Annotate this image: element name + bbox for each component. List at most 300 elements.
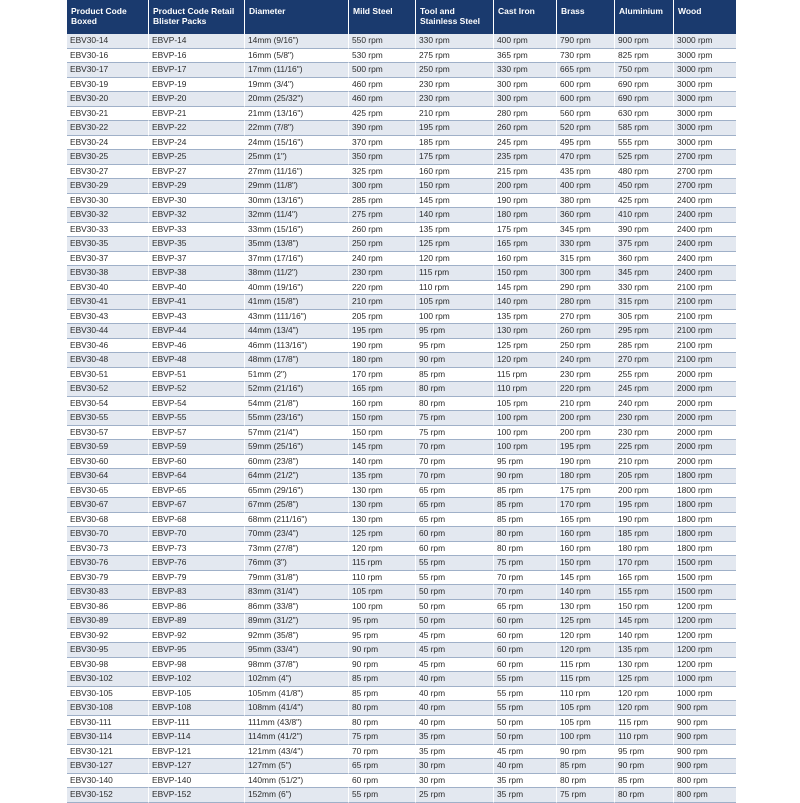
cell-brass: 280 rpm	[557, 295, 615, 310]
cell-tool-stainless-steel: 60 rpm	[416, 542, 494, 557]
cell-cast-iron: 60 rpm	[494, 643, 557, 658]
cell-cast-iron: 60 rpm	[494, 614, 557, 629]
cell-product-code-retail: EBVP-21	[149, 107, 245, 122]
table-row	[67, 672, 736, 687]
table-row	[67, 237, 736, 252]
cell-aluminium: 150 rpm	[615, 600, 674, 615]
cell-cast-iron: 85 rpm	[494, 513, 557, 528]
cell-brass: 160 rpm	[557, 527, 615, 542]
cell-aluminium: 210 rpm	[615, 455, 674, 470]
cell-diameter: 35mm (13/8")	[245, 237, 349, 252]
table-row	[67, 788, 736, 803]
cell-product-code-boxed: EBV30-108	[67, 701, 149, 716]
cell-cast-iron: 110 rpm	[494, 382, 557, 397]
cell-tool-stainless-steel: 275 rpm	[416, 49, 494, 64]
cell-brass: 380 rpm	[557, 194, 615, 209]
cell-product-code-retail: EBVP-114	[149, 730, 245, 745]
cell-tool-stainless-steel: 90 rpm	[416, 353, 494, 368]
cell-tool-stainless-steel: 50 rpm	[416, 600, 494, 615]
table-row	[67, 295, 736, 310]
table-row	[67, 658, 736, 673]
cell-diameter: 68mm (211/16")	[245, 513, 349, 528]
cell-tool-stainless-steel: 80 rpm	[416, 397, 494, 412]
cell-brass: 195 rpm	[557, 440, 615, 455]
cell-aluminium: 115 rpm	[615, 716, 674, 731]
cell-wood: 1200 rpm	[674, 600, 736, 615]
cell-diameter: 43mm (111/16")	[245, 310, 349, 325]
cell-diameter: 55mm (23/16")	[245, 411, 349, 426]
cell-wood: 2700 rpm	[674, 165, 736, 180]
cell-tool-stainless-steel: 75 rpm	[416, 411, 494, 426]
cell-brass: 160 rpm	[557, 542, 615, 557]
cell-aluminium: 85 rpm	[615, 774, 674, 789]
cell-mild-steel: 550 rpm	[349, 34, 416, 49]
cell-cast-iron: 80 rpm	[494, 542, 557, 557]
cell-wood: 800 rpm	[674, 788, 736, 803]
table-row	[67, 556, 736, 571]
cell-cast-iron: 55 rpm	[494, 672, 557, 687]
cell-brass: 115 rpm	[557, 672, 615, 687]
cell-cast-iron: 55 rpm	[494, 701, 557, 716]
cell-cast-iron: 125 rpm	[494, 339, 557, 354]
table-row	[67, 136, 736, 151]
cell-product-code-retail: EBVP-73	[149, 542, 245, 557]
cell-aluminium: 145 rpm	[615, 614, 674, 629]
table-row	[67, 223, 736, 238]
cell-product-code-retail: EBVP-54	[149, 397, 245, 412]
cell-tool-stainless-steel: 45 rpm	[416, 643, 494, 658]
cell-product-code-boxed: EBV30-79	[67, 571, 149, 586]
cell-tool-stainless-steel: 330 rpm	[416, 34, 494, 49]
cell-product-code-retail: EBVP-64	[149, 469, 245, 484]
cell-aluminium: 225 rpm	[615, 440, 674, 455]
cell-product-code-boxed: EBV30-19	[67, 78, 149, 93]
cell-cast-iron: 245 rpm	[494, 136, 557, 151]
table-row	[67, 745, 736, 760]
cell-wood: 2000 rpm	[674, 382, 736, 397]
cell-mild-steel: 170 rpm	[349, 368, 416, 383]
cell-tool-stainless-steel: 250 rpm	[416, 63, 494, 78]
cell-wood: 1500 rpm	[674, 556, 736, 571]
cell-product-code-retail: EBVP-20	[149, 92, 245, 107]
cell-brass: 170 rpm	[557, 498, 615, 513]
cell-product-code-boxed: EBV30-98	[67, 658, 149, 673]
cell-diameter: 79mm (31/8")	[245, 571, 349, 586]
cell-diameter: 40mm (19/16")	[245, 281, 349, 296]
cell-brass: 300 rpm	[557, 266, 615, 281]
cell-mild-steel: 95 rpm	[349, 629, 416, 644]
cell-tool-stainless-steel: 185 rpm	[416, 136, 494, 151]
cell-brass: 400 rpm	[557, 179, 615, 194]
cell-tool-stainless-steel: 30 rpm	[416, 759, 494, 774]
cell-product-code-retail: EBVP-105	[149, 687, 245, 702]
table-row	[67, 643, 736, 658]
cell-mild-steel: 190 rpm	[349, 339, 416, 354]
cell-mild-steel: 120 rpm	[349, 542, 416, 557]
cell-cast-iron: 65 rpm	[494, 600, 557, 615]
cell-diameter: 17mm (11/16")	[245, 63, 349, 78]
cell-tool-stainless-steel: 110 rpm	[416, 281, 494, 296]
cell-tool-stainless-steel: 70 rpm	[416, 469, 494, 484]
cell-product-code-retail: EBVP-86	[149, 600, 245, 615]
cell-cast-iron: 50 rpm	[494, 716, 557, 731]
cell-product-code-retail: EBVP-79	[149, 571, 245, 586]
cell-product-code-retail: EBVP-29	[149, 179, 245, 194]
cell-mild-steel: 180 rpm	[349, 353, 416, 368]
cell-tool-stainless-steel: 175 rpm	[416, 150, 494, 165]
cell-aluminium: 450 rpm	[615, 179, 674, 194]
cell-product-code-boxed: EBV30-24	[67, 136, 149, 151]
cell-tool-stainless-steel: 40 rpm	[416, 701, 494, 716]
cell-mild-steel: 110 rpm	[349, 571, 416, 586]
table-row	[67, 701, 736, 716]
cell-product-code-retail: EBVP-83	[149, 585, 245, 600]
table-row	[67, 440, 736, 455]
cell-wood: 900 rpm	[674, 730, 736, 745]
cell-mild-steel: 85 rpm	[349, 672, 416, 687]
table-row	[67, 49, 736, 64]
cell-wood: 3000 rpm	[674, 136, 736, 151]
cell-wood: 3000 rpm	[674, 78, 736, 93]
cell-brass: 315 rpm	[557, 252, 615, 267]
cell-diameter: 111mm (43/8")	[245, 716, 349, 731]
cell-cast-iron: 235 rpm	[494, 150, 557, 165]
cell-wood: 3000 rpm	[674, 34, 736, 49]
cell-wood: 3000 rpm	[674, 92, 736, 107]
cell-tool-stainless-steel: 230 rpm	[416, 78, 494, 93]
cell-mild-steel: 75 rpm	[349, 730, 416, 745]
cell-cast-iron: 365 rpm	[494, 49, 557, 64]
speed-table	[67, 0, 736, 803]
cell-wood: 1500 rpm	[674, 585, 736, 600]
cell-aluminium: 295 rpm	[615, 324, 674, 339]
cell-tool-stainless-steel: 35 rpm	[416, 745, 494, 760]
cell-diameter: 44mm (13/4")	[245, 324, 349, 339]
cell-mild-steel: 130 rpm	[349, 498, 416, 513]
cell-aluminium: 245 rpm	[615, 382, 674, 397]
cell-wood: 3000 rpm	[674, 49, 736, 64]
table-row	[67, 252, 736, 267]
cell-mild-steel: 130 rpm	[349, 484, 416, 499]
cell-cast-iron: 50 rpm	[494, 730, 557, 745]
cell-brass: 600 rpm	[557, 92, 615, 107]
cell-cast-iron: 190 rpm	[494, 194, 557, 209]
cell-product-code-boxed: EBV30-43	[67, 310, 149, 325]
cell-product-code-boxed: EBV30-46	[67, 339, 149, 354]
cell-tool-stainless-steel: 145 rpm	[416, 194, 494, 209]
cell-cast-iron: 165 rpm	[494, 237, 557, 252]
cell-product-code-boxed: EBV30-48	[67, 353, 149, 368]
cell-aluminium: 185 rpm	[615, 527, 674, 542]
cell-cast-iron: 85 rpm	[494, 498, 557, 513]
table-row	[67, 542, 736, 557]
cell-product-code-boxed: EBV30-44	[67, 324, 149, 339]
cell-brass: 130 rpm	[557, 600, 615, 615]
cell-wood: 1200 rpm	[674, 614, 736, 629]
cell-tool-stainless-steel: 140 rpm	[416, 208, 494, 223]
cell-diameter: 121mm (43/4")	[245, 745, 349, 760]
cell-cast-iron: 120 rpm	[494, 353, 557, 368]
cell-product-code-retail: EBVP-37	[149, 252, 245, 267]
cell-tool-stainless-steel: 75 rpm	[416, 426, 494, 441]
cell-diameter: 64mm (21/2")	[245, 469, 349, 484]
cell-product-code-boxed: EBV30-16	[67, 49, 149, 64]
cell-brass: 495 rpm	[557, 136, 615, 151]
cell-aluminium: 180 rpm	[615, 542, 674, 557]
cell-mild-steel: 80 rpm	[349, 701, 416, 716]
table-row	[67, 324, 736, 339]
cell-product-code-boxed: EBV30-152	[67, 788, 149, 803]
cell-diameter: 60mm (23/8")	[245, 455, 349, 470]
cell-product-code-boxed: EBV30-22	[67, 121, 149, 136]
cell-product-code-retail: EBVP-22	[149, 121, 245, 136]
cell-wood: 2000 rpm	[674, 426, 736, 441]
cell-tool-stainless-steel: 230 rpm	[416, 92, 494, 107]
table-row	[67, 353, 736, 368]
header-product-code-retail: Product Code Retail Blister Packs	[149, 0, 245, 34]
cell-cast-iron: 180 rpm	[494, 208, 557, 223]
cell-diameter: 105mm (41/8")	[245, 687, 349, 702]
cell-cast-iron: 90 rpm	[494, 469, 557, 484]
cell-mild-steel: 115 rpm	[349, 556, 416, 571]
cell-aluminium: 285 rpm	[615, 339, 674, 354]
cell-aluminium: 120 rpm	[615, 701, 674, 716]
cell-tool-stainless-steel: 95 rpm	[416, 324, 494, 339]
cell-diameter: 21mm (13/16")	[245, 107, 349, 122]
cell-aluminium: 200 rpm	[615, 484, 674, 499]
cell-wood: 2100 rpm	[674, 310, 736, 325]
cell-diameter: 19mm (3/4")	[245, 78, 349, 93]
table-row	[67, 194, 736, 209]
cell-cast-iron: 100 rpm	[494, 411, 557, 426]
cell-product-code-boxed: EBV30-76	[67, 556, 149, 571]
cell-diameter: 22mm (7/8")	[245, 121, 349, 136]
cell-brass: 145 rpm	[557, 571, 615, 586]
cell-product-code-retail: EBVP-108	[149, 701, 245, 716]
cell-tool-stainless-steel: 95 rpm	[416, 339, 494, 354]
cell-cast-iron: 135 rpm	[494, 310, 557, 325]
cell-cast-iron: 60 rpm	[494, 629, 557, 644]
cell-brass: 120 rpm	[557, 643, 615, 658]
cell-product-code-boxed: EBV30-111	[67, 716, 149, 731]
cell-tool-stainless-steel: 70 rpm	[416, 440, 494, 455]
cell-diameter: 127mm (5")	[245, 759, 349, 774]
cell-wood: 900 rpm	[674, 716, 736, 731]
cell-wood: 2400 rpm	[674, 223, 736, 238]
cell-product-code-retail: EBVP-111	[149, 716, 245, 731]
cell-mild-steel: 325 rpm	[349, 165, 416, 180]
cell-product-code-boxed: EBV30-40	[67, 281, 149, 296]
cell-cast-iron: 200 rpm	[494, 179, 557, 194]
cell-brass: 75 rpm	[557, 788, 615, 803]
cell-tool-stainless-steel: 50 rpm	[416, 585, 494, 600]
cell-aluminium: 230 rpm	[615, 426, 674, 441]
cell-cast-iron: 160 rpm	[494, 252, 557, 267]
cell-product-code-boxed: EBV30-127	[67, 759, 149, 774]
cell-mild-steel: 390 rpm	[349, 121, 416, 136]
cell-tool-stainless-steel: 65 rpm	[416, 498, 494, 513]
cell-product-code-retail: EBVP-65	[149, 484, 245, 499]
cell-wood: 2100 rpm	[674, 353, 736, 368]
cell-tool-stainless-steel: 60 rpm	[416, 527, 494, 542]
cell-product-code-boxed: EBV30-17	[67, 63, 149, 78]
cell-mild-steel: 100 rpm	[349, 600, 416, 615]
cell-diameter: 140mm (51/2")	[245, 774, 349, 789]
cell-tool-stainless-steel: 40 rpm	[416, 672, 494, 687]
table-row	[67, 208, 736, 223]
cell-mild-steel: 90 rpm	[349, 658, 416, 673]
cell-cast-iron: 175 rpm	[494, 223, 557, 238]
cell-product-code-boxed: EBV30-25	[67, 150, 149, 165]
cell-aluminium: 155 rpm	[615, 585, 674, 600]
cell-mild-steel: 165 rpm	[349, 382, 416, 397]
cell-product-code-boxed: EBV30-60	[67, 455, 149, 470]
cell-diameter: 102mm (4")	[245, 672, 349, 687]
cell-tool-stainless-steel: 25 rpm	[416, 788, 494, 803]
cell-diameter: 16mm (5/8")	[245, 49, 349, 64]
table-row	[67, 121, 736, 136]
table-row	[67, 150, 736, 165]
header-row	[67, 0, 736, 34]
cell-aluminium: 555 rpm	[615, 136, 674, 151]
cell-aluminium: 270 rpm	[615, 353, 674, 368]
cell-product-code-boxed: EBV30-67	[67, 498, 149, 513]
cell-wood: 1800 rpm	[674, 527, 736, 542]
cell-tool-stainless-steel: 135 rpm	[416, 223, 494, 238]
cell-mild-steel: 370 rpm	[349, 136, 416, 151]
cell-mild-steel: 275 rpm	[349, 208, 416, 223]
cell-mild-steel: 250 rpm	[349, 237, 416, 252]
cell-aluminium: 690 rpm	[615, 78, 674, 93]
cell-diameter: 83mm (31/4")	[245, 585, 349, 600]
cell-brass: 270 rpm	[557, 310, 615, 325]
cell-tool-stainless-steel: 55 rpm	[416, 571, 494, 586]
cell-tool-stainless-steel: 65 rpm	[416, 513, 494, 528]
cell-wood: 1800 rpm	[674, 484, 736, 499]
cell-tool-stainless-steel: 125 rpm	[416, 237, 494, 252]
cell-diameter: 52mm (21/16")	[245, 382, 349, 397]
cell-diameter: 20mm (25/32")	[245, 92, 349, 107]
cell-aluminium: 315 rpm	[615, 295, 674, 310]
cell-wood: 2000 rpm	[674, 411, 736, 426]
cell-aluminium: 525 rpm	[615, 150, 674, 165]
cell-mild-steel: 70 rpm	[349, 745, 416, 760]
cell-cast-iron: 150 rpm	[494, 266, 557, 281]
cell-mild-steel: 80 rpm	[349, 716, 416, 731]
cell-aluminium: 900 rpm	[615, 34, 674, 49]
cell-brass: 100 rpm	[557, 730, 615, 745]
cell-wood: 2700 rpm	[674, 179, 736, 194]
table-row	[67, 498, 736, 513]
cell-brass: 330 rpm	[557, 237, 615, 252]
cell-diameter: 65mm (29/16")	[245, 484, 349, 499]
cell-mild-steel: 425 rpm	[349, 107, 416, 122]
cell-product-code-retail: EBVP-38	[149, 266, 245, 281]
table-row	[67, 484, 736, 499]
cell-brass: 115 rpm	[557, 658, 615, 673]
cell-diameter: 57mm (21/4")	[245, 426, 349, 441]
header-product-code-boxed: Product Code Boxed	[67, 0, 149, 34]
cell-product-code-retail: EBVP-121	[149, 745, 245, 760]
table-row	[67, 34, 736, 49]
table-row	[67, 759, 736, 774]
cell-tool-stainless-steel: 160 rpm	[416, 165, 494, 180]
cell-diameter: 46mm (113/16")	[245, 339, 349, 354]
table-row	[67, 179, 736, 194]
cell-tool-stainless-steel: 105 rpm	[416, 295, 494, 310]
cell-diameter: 48mm (17/8")	[245, 353, 349, 368]
cell-product-code-boxed: EBV30-57	[67, 426, 149, 441]
table-row	[67, 455, 736, 470]
cell-brass: 140 rpm	[557, 585, 615, 600]
cell-cast-iron: 100 rpm	[494, 440, 557, 455]
cell-brass: 105 rpm	[557, 701, 615, 716]
cell-cast-iron: 70 rpm	[494, 571, 557, 586]
cell-product-code-boxed: EBV30-21	[67, 107, 149, 122]
cell-diameter: 25mm (1")	[245, 150, 349, 165]
cell-mild-steel: 55 rpm	[349, 788, 416, 803]
cell-brass: 220 rpm	[557, 382, 615, 397]
table-row	[67, 397, 736, 412]
cell-diameter: 95mm (33/4")	[245, 643, 349, 658]
cell-aluminium: 130 rpm	[615, 658, 674, 673]
cell-cast-iron: 80 rpm	[494, 527, 557, 542]
cell-aluminium: 825 rpm	[615, 49, 674, 64]
cell-tool-stainless-steel: 100 rpm	[416, 310, 494, 325]
header-cast-iron: Cast Iron	[494, 0, 557, 34]
header-tool-stainless-steel: Tool and Stainless Steel	[416, 0, 494, 34]
cell-brass: 175 rpm	[557, 484, 615, 499]
cell-product-code-retail: EBVP-140	[149, 774, 245, 789]
cell-product-code-retail: EBVP-32	[149, 208, 245, 223]
cell-brass: 110 rpm	[557, 687, 615, 702]
cell-product-code-retail: EBVP-41	[149, 295, 245, 310]
cell-wood: 900 rpm	[674, 745, 736, 760]
table-row	[67, 165, 736, 180]
table-header	[67, 0, 736, 34]
cell-wood: 2400 rpm	[674, 237, 736, 252]
cell-diameter: 38mm (11/2")	[245, 266, 349, 281]
cell-tool-stainless-steel: 55 rpm	[416, 556, 494, 571]
cell-cast-iron: 115 rpm	[494, 368, 557, 383]
cell-wood: 3000 rpm	[674, 107, 736, 122]
table-row	[67, 469, 736, 484]
table-row	[67, 92, 736, 107]
table-row	[67, 716, 736, 731]
cell-mild-steel: 105 rpm	[349, 585, 416, 600]
cell-mild-steel: 285 rpm	[349, 194, 416, 209]
cell-brass: 85 rpm	[557, 759, 615, 774]
cell-diameter: 67mm (25/8")	[245, 498, 349, 513]
cell-product-code-boxed: EBV30-51	[67, 368, 149, 383]
cell-cast-iron: 330 rpm	[494, 63, 557, 78]
cell-product-code-retail: EBVP-98	[149, 658, 245, 673]
header-brass: Brass	[557, 0, 615, 34]
cell-brass: 230 rpm	[557, 368, 615, 383]
cell-product-code-boxed: EBV30-38	[67, 266, 149, 281]
cell-mild-steel: 460 rpm	[349, 78, 416, 93]
cell-mild-steel: 60 rpm	[349, 774, 416, 789]
cell-brass: 470 rpm	[557, 150, 615, 165]
table-row	[67, 107, 736, 122]
cell-aluminium: 125 rpm	[615, 672, 674, 687]
cell-aluminium: 375 rpm	[615, 237, 674, 252]
table-row	[67, 63, 736, 78]
cell-diameter: 89mm (31/2")	[245, 614, 349, 629]
cell-diameter: 41mm (15/8")	[245, 295, 349, 310]
cell-aluminium: 205 rpm	[615, 469, 674, 484]
cell-tool-stainless-steel: 65 rpm	[416, 484, 494, 499]
